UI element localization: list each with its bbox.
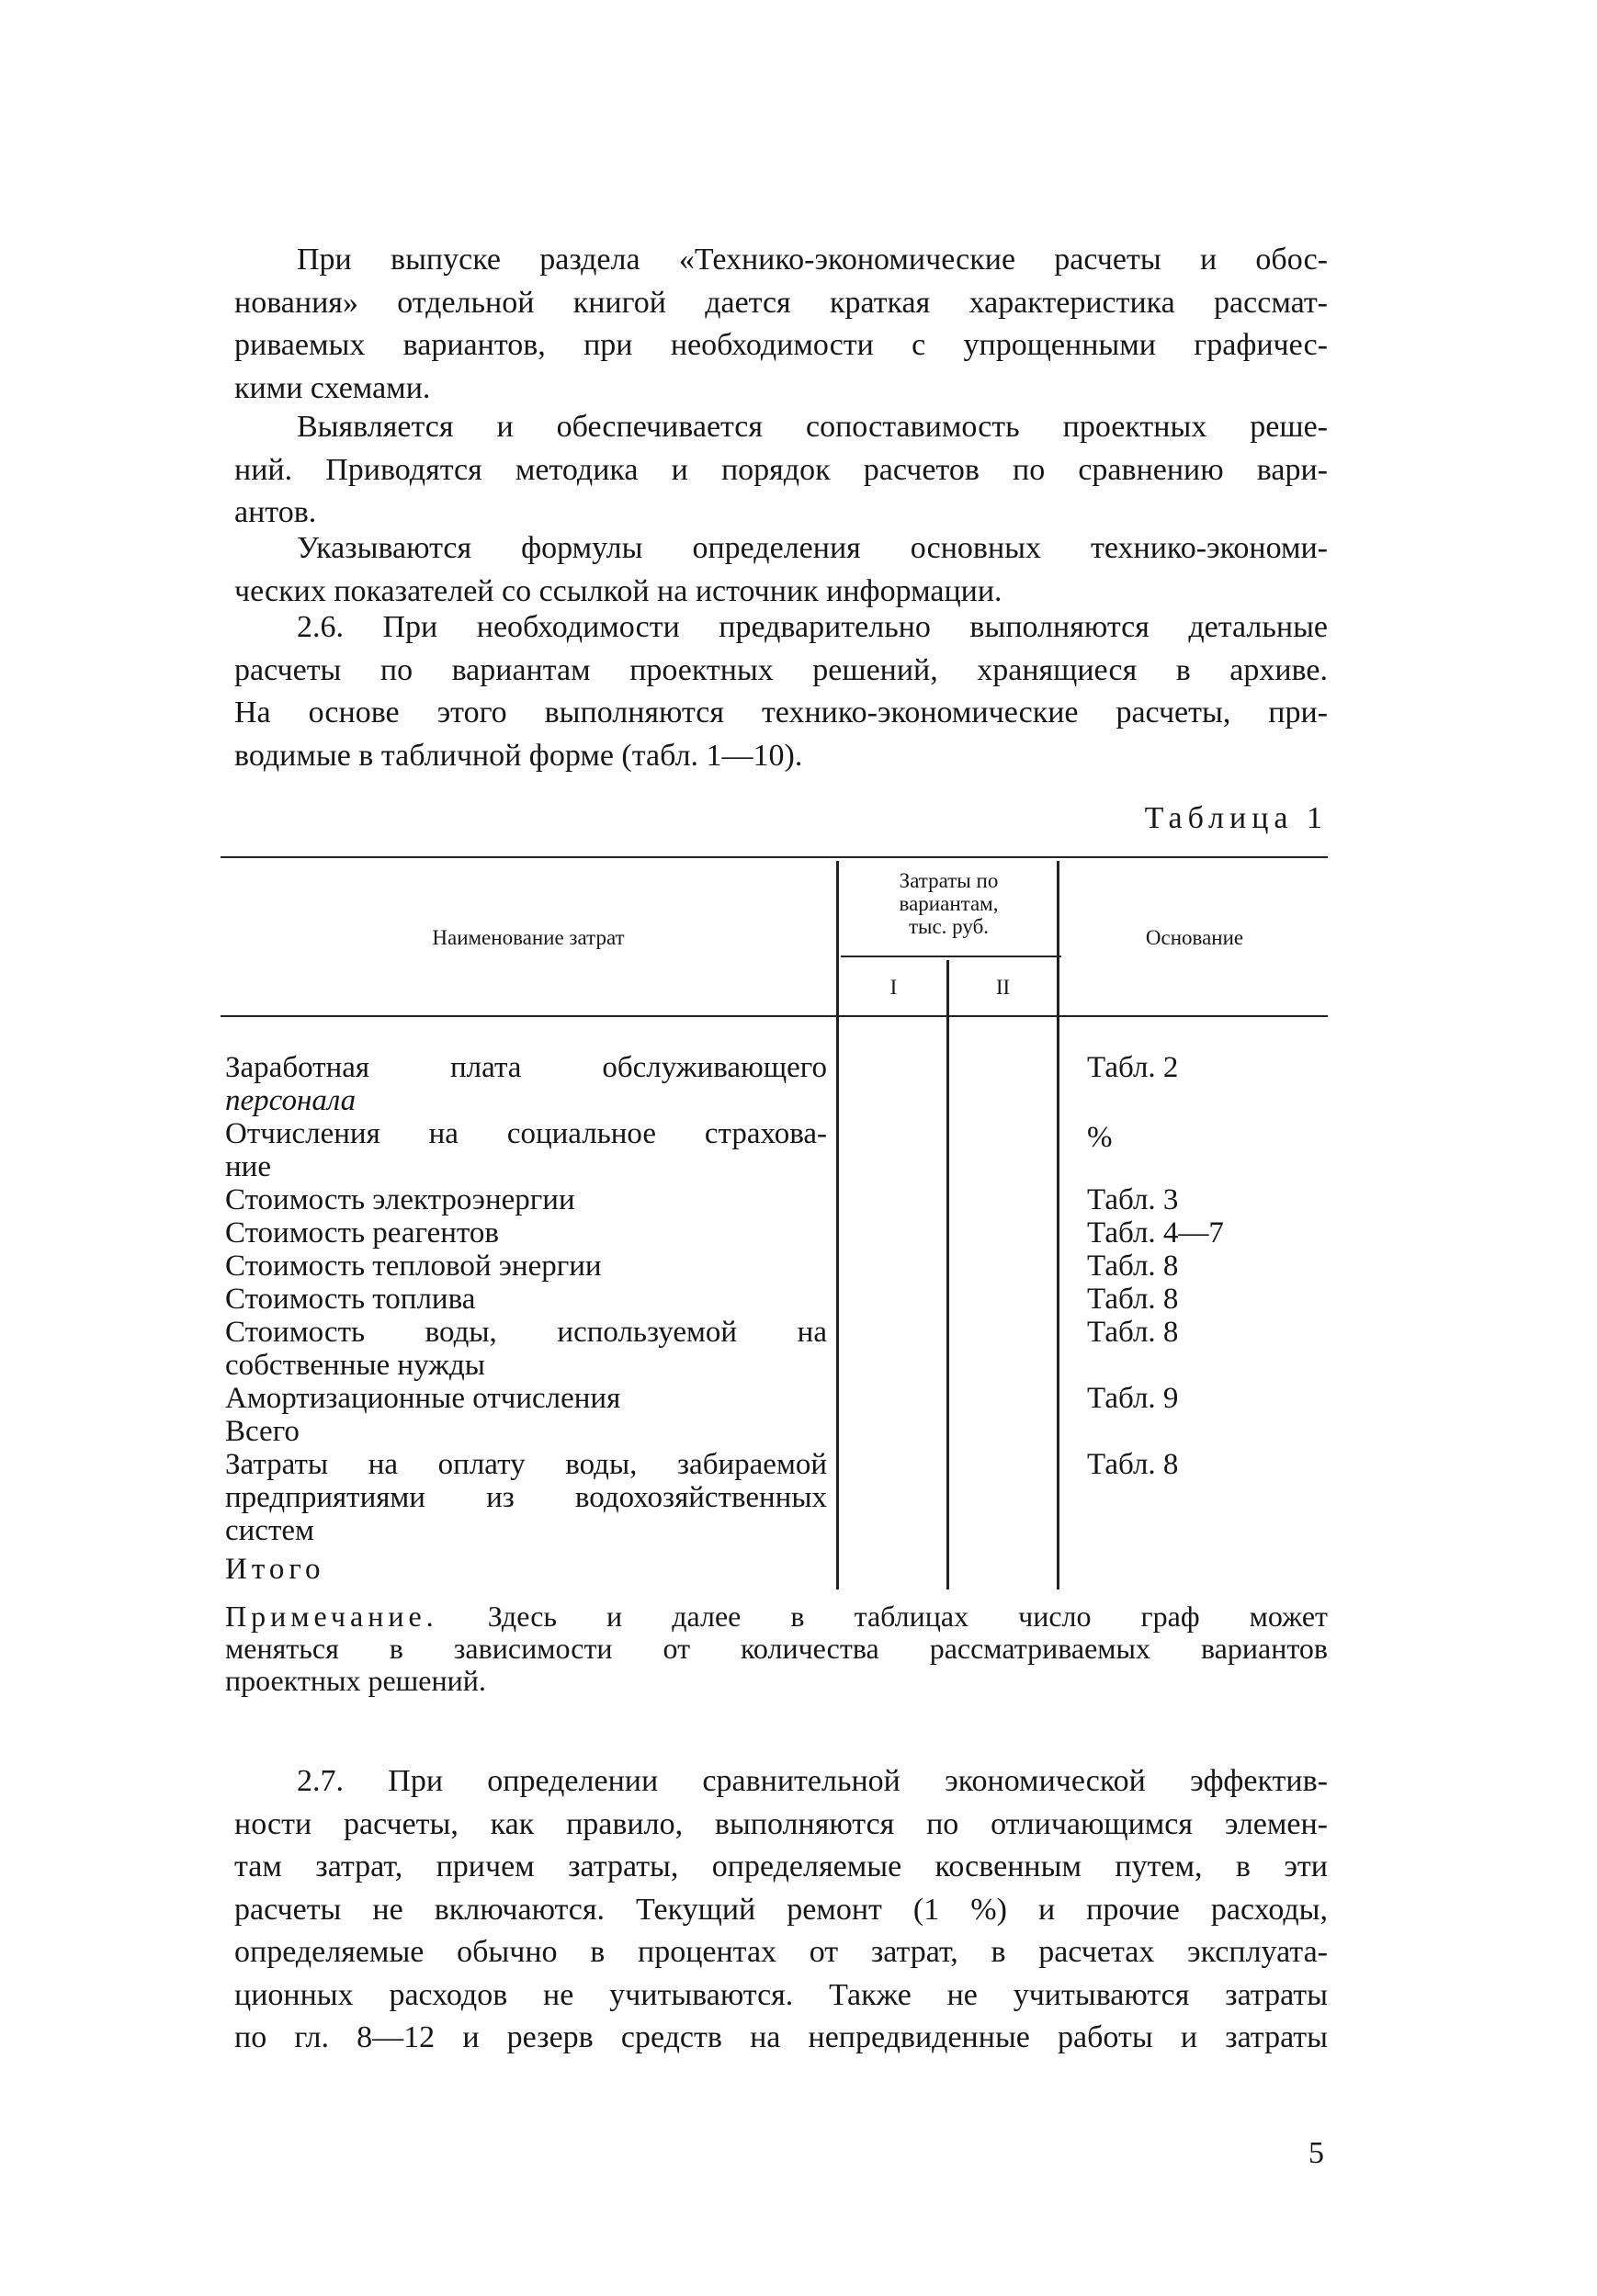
text-line: ческих показателей со ссылкой на источник информации. — [234, 573, 1002, 608]
row-label: систем — [225, 1514, 314, 1547]
row-label: Стоимость тепловой энергии — [225, 1250, 602, 1283]
row-label: Всего — [225, 1415, 300, 1448]
header-variant-1: I — [889, 976, 898, 999]
text-line: там затрат, причем затраты, определяемые косвенным путем, в эти — [234, 1849, 1328, 1883]
row-basis: Табл. 3 — [1087, 1183, 1179, 1216]
text-line: Выявляется и обеспечивается сопоставимость проектных реше- — [297, 410, 1328, 444]
table-header-bottom-rule — [221, 1015, 1328, 1017]
row-label: Итого — [225, 1553, 325, 1586]
table-column-divider — [946, 960, 949, 1589]
table-column-divider — [836, 861, 839, 1589]
table-row — [225, 1316, 827, 1382]
row-label: Стоимость реагентов — [225, 1216, 499, 1250]
text-line: кими схемами. — [234, 370, 431, 405]
paragraph-intro — [234, 239, 1328, 410]
row-label: Заработная плата обслуживающего — [225, 1051, 827, 1084]
table-row — [225, 1250, 827, 1283]
text-line: ний. Приводятся методика и порядок расчетов по сравнению вари- — [234, 452, 1328, 487]
text-line: расчеты по вариантам проектных решений, хранящиеся в архиве. — [234, 652, 1328, 687]
table-row — [225, 1448, 827, 1547]
page-number: 5 — [1308, 2136, 1324, 2170]
table-row — [225, 1382, 827, 1415]
text-line: нования» отдельной книгой дается краткая характеристика рассмат- — [234, 285, 1328, 320]
row-basis: Табл. 4—7 — [1087, 1216, 1224, 1250]
table-note — [225, 1600, 1328, 1697]
text-line: На основе этого выполняются технико-экономические расчеты, при- — [234, 696, 1328, 730]
table-row — [225, 1415, 827, 1448]
text-line: расчеты не включаются. Текущий ремонт (1 %) и прочие расходы, — [234, 1892, 1328, 1927]
text-line: ности расчеты, как правило, выполняются по отличающимся элемен- — [234, 1806, 1328, 1841]
note-label: Примечание. — [225, 1600, 438, 1633]
row-basis: Табл. 9 — [1087, 1382, 1179, 1415]
header-costs-line: тыс. руб. — [908, 915, 990, 938]
row-basis: % — [1087, 1121, 1113, 1154]
header-variant-2: II — [995, 976, 1011, 999]
text-line: Указываются формулы определения основных технико-экономи- — [297, 531, 1328, 565]
table-column-divider — [1057, 861, 1059, 1589]
row-basis: Табл. 8 — [1087, 1448, 1179, 1481]
table-row — [225, 1283, 827, 1316]
text-line: водимые в табличной форме (табл. 1—10). — [234, 738, 803, 773]
header-cost-name: Наименование затрат — [432, 926, 625, 949]
table-row — [225, 1117, 827, 1183]
header-costs-line: Затраты по — [899, 869, 999, 892]
row-label: Стоимость воды, используемой на — [225, 1316, 827, 1349]
row-basis: Табл. 8 — [1087, 1316, 1179, 1349]
row-basis: Табл. 2 — [1087, 1051, 1179, 1084]
row-label: Затраты на оплату воды, забираемой — [225, 1448, 827, 1481]
text-line: 2.6. При необходимости предварительно выполняются детальные — [297, 610, 1328, 644]
text-line: ционных расходов не учитываются. Также не учитываются затраты — [234, 1977, 1328, 2012]
row-label: Стоимость электроэнергии — [225, 1183, 575, 1216]
row-label: Отчисления на социальное страхова- — [225, 1117, 827, 1150]
row-label: персонала — [225, 1084, 357, 1117]
table-header-subrule — [841, 956, 1061, 957]
row-label: собственные нужды — [225, 1349, 485, 1382]
row-label: ние — [225, 1150, 271, 1183]
text-line: 2.7. При определении сравнительной экономической эффектив- — [297, 1764, 1328, 1798]
text-line: риваемых вариантов, при необходимости с упрощенными графичес- — [234, 328, 1328, 362]
header-costs-by-variant — [841, 869, 1057, 938]
text-line: определяемые обычно в процентах от затрат, в расчетах эксплуата- — [234, 1935, 1328, 1969]
table-row-total — [225, 1553, 827, 1586]
note-line: меняться в зависимости от количества рассматриваемых вариантов — [225, 1632, 1328, 1665]
text-line: При выпуске раздела «Технико-экономические расчеты и обос- — [297, 243, 1328, 277]
table-row — [225, 1051, 827, 1117]
table-top-rule — [221, 856, 1328, 858]
row-label: Амортизационные отчисления — [225, 1382, 621, 1415]
paragraph-2-7 — [234, 1760, 1328, 2060]
row-basis: Табл. 8 — [1087, 1283, 1179, 1316]
note-line: проектных решений. — [225, 1664, 486, 1697]
row-label: предприятиями из водохозяйственных — [225, 1481, 827, 1514]
paragraph-formulas — [234, 527, 1328, 613]
table-row — [225, 1216, 827, 1250]
note-line — [225, 1600, 1328, 1633]
paragraph-2-6 — [234, 606, 1328, 777]
note-text: Здесь и далее в таблицах число граф может — [437, 1600, 1328, 1633]
text-line: антов. — [234, 495, 317, 529]
row-label: Стоимость топлива — [225, 1283, 476, 1316]
table-row — [225, 1183, 827, 1216]
header-basis: Основание — [1145, 926, 1244, 949]
paragraph-comparability — [234, 406, 1328, 535]
row-basis: Табл. 8 — [1087, 1250, 1179, 1283]
header-costs-line: вариантам, — [899, 892, 999, 915]
text-line: по гл. 8—12 и резерв средств на непредвиденные работы и затраты — [234, 2020, 1328, 2054]
table-caption: Таблица 1 — [1144, 801, 1328, 835]
